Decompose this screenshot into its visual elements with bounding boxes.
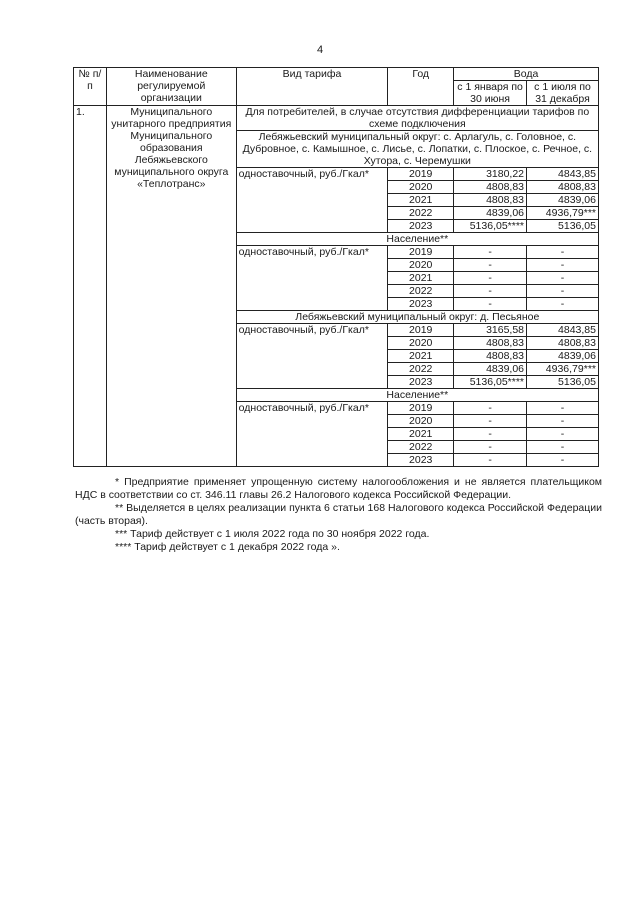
year-cell: 2019	[388, 324, 454, 337]
year-cell: 2023	[388, 220, 454, 233]
footnote-1: * Предприятие применяет упрощенную систему налогообложения и не является плательщиком НДС в соответствии со ст. 346.11 главы 26.2 Налогового кодекса Российской Федерации.	[75, 476, 602, 501]
year-cell: 2020	[388, 259, 454, 272]
value-period-2: -	[527, 246, 599, 259]
value-period-1: 3165,58	[454, 324, 527, 337]
year-cell: 2021	[388, 350, 454, 363]
value-period-2: 4808,83	[527, 337, 599, 350]
value-period-1: -	[454, 298, 527, 311]
value-period-1: 4839,06	[454, 363, 527, 376]
row-number: 1.	[74, 106, 107, 467]
group-heading: Население**	[236, 233, 598, 246]
year-cell: 2021	[388, 194, 454, 207]
value-period-1: -	[454, 246, 527, 259]
tariff-table	[73, 67, 599, 467]
year-cell: 2019	[388, 402, 454, 415]
value-period-2: 4843,85	[527, 168, 599, 181]
year-cell: 2022	[388, 363, 454, 376]
value-period-1: -	[454, 272, 527, 285]
value-period-2: -	[527, 428, 599, 441]
value-period-2: 4839,06	[527, 350, 599, 363]
group-heading: Население**	[236, 389, 598, 402]
year-cell: 2020	[388, 415, 454, 428]
value-period-1: 3180,22	[454, 168, 527, 181]
value-period-2: 5136,05	[527, 376, 599, 389]
tariff-type: одноставочный, руб./Гкал*	[236, 324, 388, 389]
year-cell: 2022	[388, 441, 454, 454]
value-period-2: 4808,83	[527, 181, 599, 194]
footnote-3: *** Тариф действует с 1 июля 2022 года по 30 ноября 2022 года.	[115, 528, 430, 540]
value-period-2: -	[527, 272, 599, 285]
value-period-1: -	[454, 402, 527, 415]
value-period-2: -	[527, 402, 599, 415]
tariff-type: одноставочный, руб./Гкал*	[236, 402, 388, 467]
tariff-type: одноставочный, руб./Гкал*	[236, 168, 388, 233]
year-cell: 2023	[388, 376, 454, 389]
year-cell: 2019	[388, 168, 454, 181]
year-cell: 2020	[388, 181, 454, 194]
value-period-2: -	[527, 298, 599, 311]
footnote-4: **** Тариф действует с 1 декабря 2022 года ».	[115, 541, 340, 553]
value-period-1: -	[454, 259, 527, 272]
value-period-1: 4808,83	[454, 194, 527, 207]
value-period-2: -	[527, 415, 599, 428]
value-period-1: 4808,83	[454, 337, 527, 350]
value-period-2: 4843,85	[527, 324, 599, 337]
section-location: Лебяжьевский муниципальный округ: с. Арлагуль, с. Головное, с. Дубровное, с. Камышное, с. Лисье, с. Лопатки, с. Плоское, с. Речное, с. Хутора, с. Черемушки	[236, 131, 598, 168]
header-organization: Наименование регулируемой организации	[106, 68, 236, 106]
value-period-1: -	[454, 415, 527, 428]
table-row	[74, 106, 599, 131]
tariff-type: одноставочный, руб./Гкал*	[236, 246, 388, 311]
value-period-1: 4808,83	[454, 181, 527, 194]
header-tariff-type: Вид тарифа	[236, 68, 388, 106]
header-period-1: с 1 января по 30 июня	[454, 81, 527, 106]
section-title: Для потребителей, в случае отсутствия дифференциации тарифов по схеме подключения	[236, 106, 598, 131]
year-cell: 2023	[388, 454, 454, 467]
year-cell: 2021	[388, 272, 454, 285]
header-water: Вода	[454, 68, 599, 81]
footnote-2: ** Выделяется в целях реализации пункта 6 статьи 168 Налогового кодекса Российской Федерации (часть вторая).	[75, 502, 602, 527]
value-period-1: -	[454, 285, 527, 298]
value-period-1: 5136,05****	[454, 376, 527, 389]
year-cell: 2019	[388, 246, 454, 259]
year-cell: 2023	[388, 298, 454, 311]
header-period-2: с 1 июля по 31 декабря	[527, 81, 599, 106]
value-period-1: 5136,05****	[454, 220, 527, 233]
year-cell: 2022	[388, 207, 454, 220]
year-cell: 2021	[388, 428, 454, 441]
value-period-1: 4808,83	[454, 350, 527, 363]
page-number: 4	[316, 44, 324, 56]
value-period-2: 5136,05	[527, 220, 599, 233]
value-period-1: 4839,06	[454, 207, 527, 220]
value-period-1: -	[454, 428, 527, 441]
value-period-2: 4936,79***	[527, 363, 599, 376]
year-cell: 2022	[388, 285, 454, 298]
value-period-2: -	[527, 441, 599, 454]
section-location: Лебяжьевский муниципальный округ: д. Песьяное	[236, 311, 598, 324]
value-period-2: -	[527, 285, 599, 298]
value-period-2: 4936,79***	[527, 207, 599, 220]
footnotes	[75, 476, 602, 554]
value-period-2: 4839,06	[527, 194, 599, 207]
value-period-1: -	[454, 454, 527, 467]
value-period-2: -	[527, 454, 599, 467]
value-period-1: -	[454, 441, 527, 454]
year-cell: 2020	[388, 337, 454, 350]
header-year: Год	[388, 68, 454, 106]
organization-name: Муниципального унитарного предприятия Муниципального образования Лебяжьевского муниципального округа «Теплотранс»	[106, 106, 236, 467]
header-num: № п/п	[74, 68, 107, 106]
value-period-2: -	[527, 259, 599, 272]
